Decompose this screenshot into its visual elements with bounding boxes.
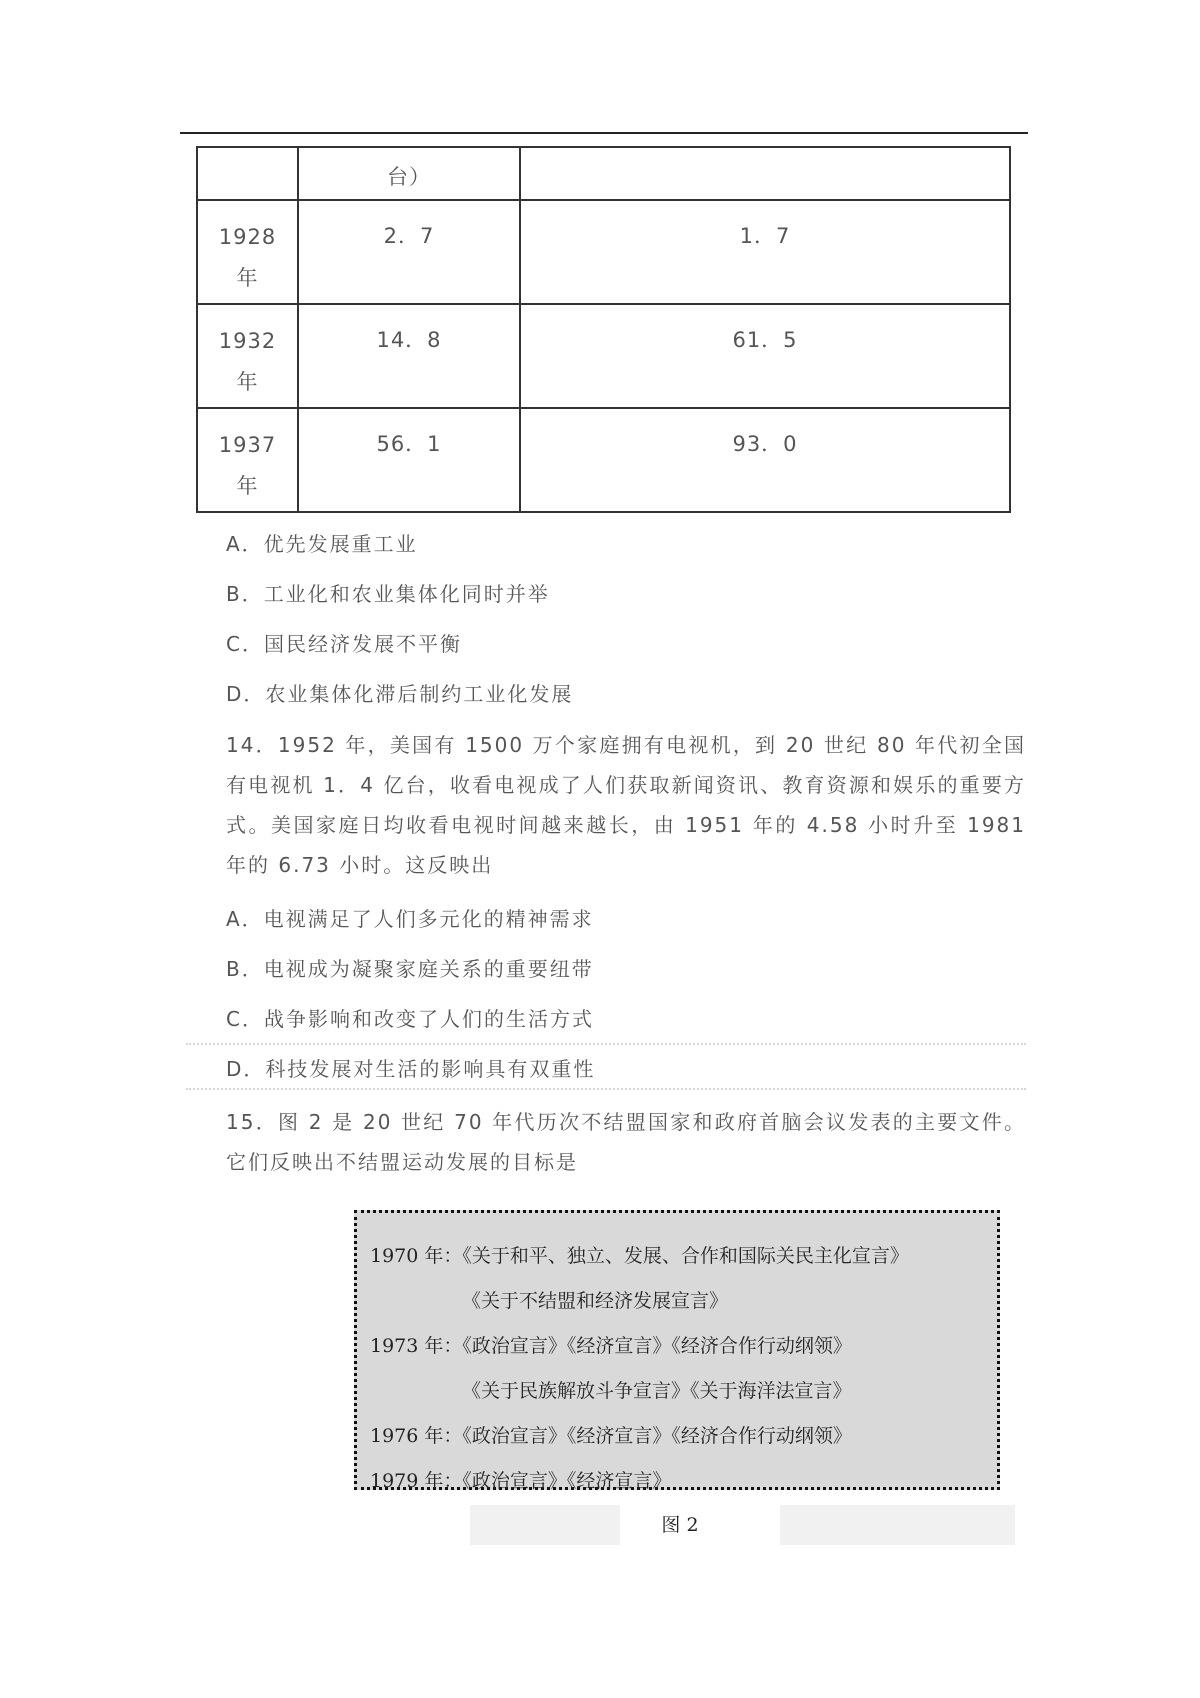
q13-option-b: B．工业化和农业集体化同时并举 [226,582,550,606]
scan-dotted-line [186,1088,1026,1090]
scan-artifact [470,1505,620,1545]
value-cell [298,200,520,304]
q14-option-b: B．电视成为凝聚家庭关系的重要纽带 [226,957,594,981]
year-label [198,409,297,507]
q14-stem: 14．1952 年，美国有 1500 万个家庭拥有电视机，到 20 世纪 80 年代初全国有电视机 1．4 亿台，收看电视成了人们获取新闻资讯、教育资源和娱乐的重要方式。美国家庭日均收看电视时间越来越长，由 1951 年的 4.58 小时升至 1981 年的 6.73 小时。这反映出 [226,733,1026,877]
value-text: 56．1 [376,432,442,456]
table-cell-text: 台） [387,165,431,189]
year-value: 1928 [218,225,277,249]
table-cell [298,147,520,200]
value-text: 93．0 [732,432,798,456]
year-cell [197,304,298,408]
year-unit: 年 [236,265,259,290]
year-unit: 年 [236,473,259,498]
q13-option-d: D．农业集体化滞后制约工业化发展 [226,682,574,706]
value-cell [520,304,1010,408]
value-cell [520,200,1010,304]
figure-line: 《关于不结盟和经济发展宣言》 [462,1290,729,1312]
figure-line: 《关于民族解放斗争宣言》《关于海洋法宣言》 [462,1380,852,1402]
q13-option-a: A．优先发展重工业 [226,532,418,556]
scan-artifact [780,1505,1015,1545]
year-value: 1937 [218,433,277,457]
value-text: 14．8 [376,328,442,352]
figure-line: 1979 年：《政治宣言》《经济宣言》 [370,1470,672,1492]
value-cell [298,304,520,408]
year-label [198,201,297,299]
year-cell [197,200,298,304]
figure-line: 1976 年：《政治宣言》《经济宣言》《经济合作行动纲领》 [370,1425,852,1447]
year-label [198,305,297,403]
value-text: 2．7 [383,224,435,248]
figure-line: 1973 年：《政治宣言》《经济宣言》《经济合作行动纲领》 [370,1335,852,1357]
page-top-rule [180,132,1028,134]
q14-option-c: C．战争影响和改变了人们的生活方式 [226,1007,594,1031]
year-value: 1932 [218,329,277,353]
figure-2-box [354,1210,1000,1490]
table-cell [520,147,1010,200]
data-table [196,146,1011,513]
figure-line: 1970 年：《关于和平、独立、发展、合作和国际关民主化宣言》 [370,1245,909,1267]
year-unit: 年 [236,369,259,394]
year-cell [197,408,298,512]
table-row [197,200,1010,304]
figure-caption: 图 2 [661,1514,699,1536]
value-cell [298,408,520,512]
scan-dotted-line [186,1043,1026,1045]
q13-option-c: C．国民经济发展不平衡 [226,632,462,656]
table-cell [197,147,298,200]
q15-stem: 15．图 2 是 20 世纪 70 年代历次不结盟国家和政府首脑会议发表的主要文件。它们反映出不结盟运动发展的目标是 [226,1110,1026,1174]
value-text: 1．7 [739,224,791,248]
table-row [197,408,1010,512]
q14-option-d: D．科技发展对生活的影响具有双重性 [226,1057,596,1081]
table-row [197,147,1010,200]
table-row [197,304,1010,408]
value-cell [520,408,1010,512]
value-text: 61．5 [732,328,798,352]
q14-option-a: A．电视满足了人们多元化的精神需求 [226,907,594,931]
